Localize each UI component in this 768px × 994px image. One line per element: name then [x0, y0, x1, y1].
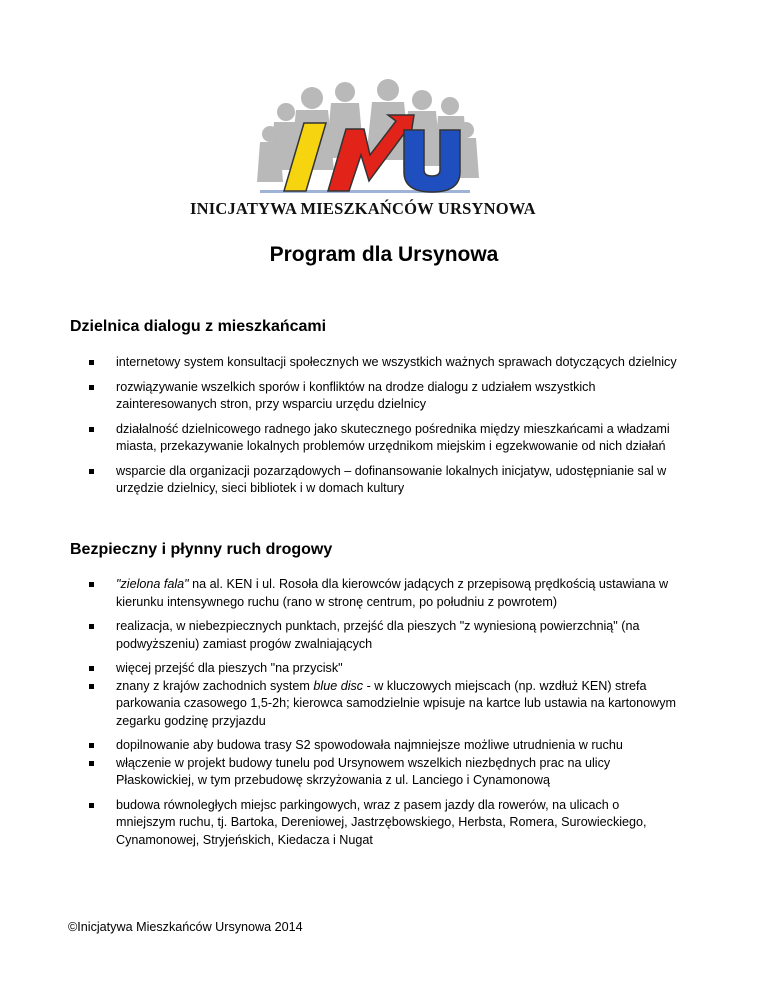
list-item: budowa równoległych miejsc parkingowych, wraz z pasem jazdy dla rowerów, na ulicach o mniejszym ruchu, tj. Bartoka, Dereniowej, Jastrzębowskiego, Herbsta, Romera, Surowieckiego, Cynamonowej, Stryjeńskich, Kiedacza i Nugat — [88, 797, 678, 850]
logo-name: INICJATYWA MIESZKAŃCÓW URSYNOWA — [190, 199, 536, 218]
list-item: więcej przejść dla pieszych "na przycisk" — [88, 660, 678, 678]
logo-graphic — [200, 78, 530, 218]
list-item — [88, 678, 678, 731]
list-item: realizacja, w niebezpiecznych punktach, przejść dla pieszych "z wyniesioną powierzchnią" (na podwyższeniu) zamiast progów zwalniających — [88, 618, 678, 653]
list-item: włączenie w projekt budowy tunelu pod Ursynowem wszelkich niezbędnych prac na ulicy Płaskowickiej, w tym przebudowę skrzyżowania z ul. Lanciego i Cynamonową — [88, 755, 678, 790]
footer-copyright: ©Inicjatywa Mieszkańców Ursynowa 2014 — [68, 920, 303, 934]
list-item-text: znany z krajów zachodnich system — [116, 678, 314, 693]
list-item: wsparcie dla organizacji pozarządowych – dofinansowanie lokalnych inicjatyw, udostępnianie sal w urzędzie dzielnicy, sieci bibliotek i w domach kultury — [88, 463, 678, 498]
section-heading-traffic: Bezpieczny i płynny ruch drogowy — [70, 541, 333, 558]
logo — [200, 78, 530, 218]
list-item-emphasis: blue disc — [313, 678, 364, 693]
section-list-traffic — [88, 576, 678, 856]
list-item-text: - w kluczowych miejscach (np. wzdłuż KEN) strefa parkowania czasowego 1,5-2h; kierowca samodzielnie wpisuje na kartce lub ustawia na kartonowym zegarku godzinę przyjazdu — [116, 678, 677, 728]
list-item-text: na al. KEN i ul. Rosoła dla kierowców jadących z przepisową prędkością ustawiana w kierunku intensywnego ruchu (rano w stronę centrum, po południu z powrotem) — [116, 577, 669, 609]
list-item: rozwiązywanie wszelkich sporów i konfliktów na drodze dialogu z udziałem wszystkich zainteresowanych stron, przy wsparciu urzędu dzielnicy — [88, 379, 678, 414]
list-item-emphasis: "zielona fala" — [116, 577, 189, 591]
list-item — [88, 576, 678, 611]
section-heading-dialog: Dzielnica dialogu z mieszkańcami — [70, 318, 327, 335]
list-item: działalność dzielnicowego radnego jako skutecznego pośrednika między mieszkańcami a władzami miasta, przekazywanie lokalnych problemów urzędnikom miejskim i egzekwowanie od nich działań — [88, 421, 678, 456]
list-item: internetowy system konsultacji społecznych we wszystkich ważnych sprawach dotyczących dzielnicy — [88, 354, 678, 372]
page-title: Program dla Ursynowa — [269, 243, 499, 266]
list-item: dopilnowanie aby budowa trasy S2 spowodowała najmniejsze możliwe utrudnienia w ruchu — [88, 737, 678, 755]
section-list-dialog — [88, 354, 678, 505]
